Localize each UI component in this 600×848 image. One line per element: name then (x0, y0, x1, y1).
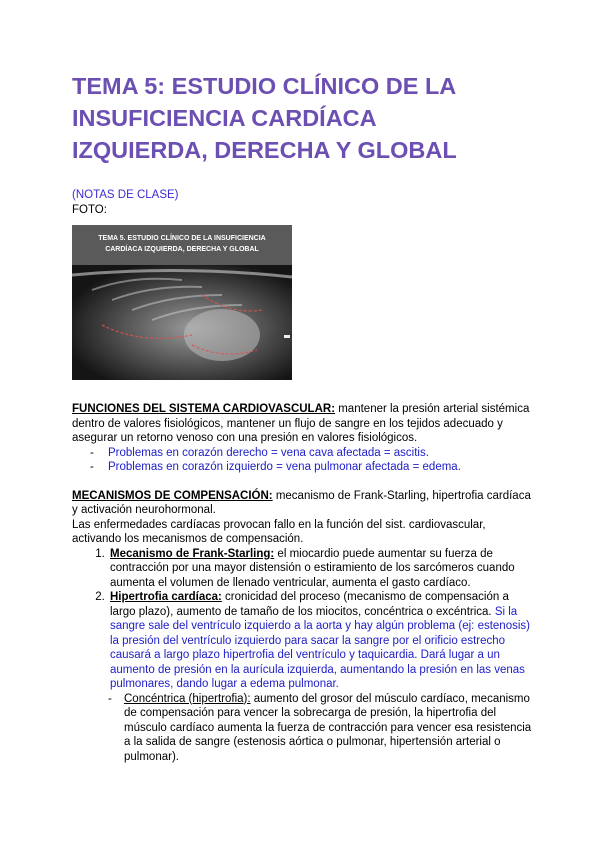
section2-paragraph (72, 489, 532, 518)
section2-heading: MECANISMOS DE COMPENSACIÓN: (72, 489, 273, 502)
section1-bullets (72, 446, 532, 475)
photo-caption-line-1: TEMA 5. ESTUDIO CLÍNICO DE LA INSUFICIENCIA (98, 235, 266, 242)
xray-photo (72, 225, 292, 380)
item-note: Si la sangre sale del ventrículo izquierdo a la aorta y hay algún problema (ej: estenosis) la presión del ventrículo izquierdo para sacar la sangre por el orificio estrecho causará a largo plazo hipertrofia del ventrículo y taquicardia. Dará lugar a un aumento de presión en la aurícula izquierda, aumentando la presión en las venas pulmonares, dando lugar a edema pulmonar. (110, 605, 530, 690)
notes-label: (NOTAS DE CLASE) (72, 189, 179, 201)
list-item: - Problemas en corazón izquierdo = vena pulmonar afectada = edema. (90, 460, 532, 475)
section-cardiovascular (72, 402, 532, 475)
section1-text: mantener la presión arterial sistémica dentro de valores fisiológicos, mantener un flujo de sangre en los tejidos adecuado y asegurar un retorno venoso con una presión en valores fisiológicos. (72, 403, 530, 444)
photo-caption-line-2: CARDÍACA IZQUIERDA, DERECHA Y GLOBAL (105, 246, 259, 253)
title-line-2: INSUFICIENCIA CARDÍACA (72, 105, 377, 131)
item-text: cronicidad del proceso (mecanismo de compensación a largo plazo), aumento de tamaño de los miocitos, concéntrica o excéntrica. (110, 591, 509, 618)
subitem-label: Concéntrica (hipertrofia): (124, 692, 251, 705)
title-line-3: IZQUIERDA, DERECHA Y GLOBAL (72, 137, 457, 163)
xray-image (72, 265, 292, 380)
section2-paragraph-2: Las enfermedades cardíacas provocan fallo en la función del sist. cardiovascular, activando los mecanismos de compensación. (72, 518, 486, 545)
compensation-list (72, 547, 532, 692)
section1-paragraph (72, 402, 532, 446)
item-label: Hipertrofia cardíaca: (110, 591, 222, 603)
document-page (72, 70, 532, 764)
section-compensation (72, 489, 532, 765)
list-item (108, 547, 532, 591)
item-label: Mecanismo de Frank-Starling: (110, 547, 275, 560)
hypertrophy-sublist (72, 692, 532, 765)
title-line-1: TEMA 5: ESTUDIO CLÍNICO DE LA (72, 73, 457, 99)
section2-text: mecanismo de Frank-Starling, hipertrofia cardíaca y activación neurohormonal. (72, 489, 531, 516)
list-item (124, 692, 532, 765)
list-item (108, 590, 532, 692)
document-title (72, 70, 532, 166)
section1-heading: FUNCIONES DEL SISTEMA CARDIOVASCULAR: (72, 403, 336, 415)
item-text: el miocardio puede aumentar su fuerza de contracción por una mayor distensión o estiramiento de los sarcómeros cuando aumenta el volumen de llenado ventricular, aumenta el gasto cardíaco. (110, 547, 515, 589)
list-item: - Problemas en corazón derecho = vena cava afectada = ascitis. (90, 446, 532, 461)
subitem-text: aumento del grosor del músculo cardíaco, mecanismo de compensación para vencer la sobrecarga de presión, la hipertrofia del músculo cardíaco aumenta la fuerza de contracción para vencer esa resistencia a la salida de sangre (estenosis aórtica o pulmonar, hipertensión arterial o pulmonar). (124, 692, 532, 763)
photo-caption (72, 225, 292, 265)
photo-label: FOTO: (72, 203, 107, 216)
